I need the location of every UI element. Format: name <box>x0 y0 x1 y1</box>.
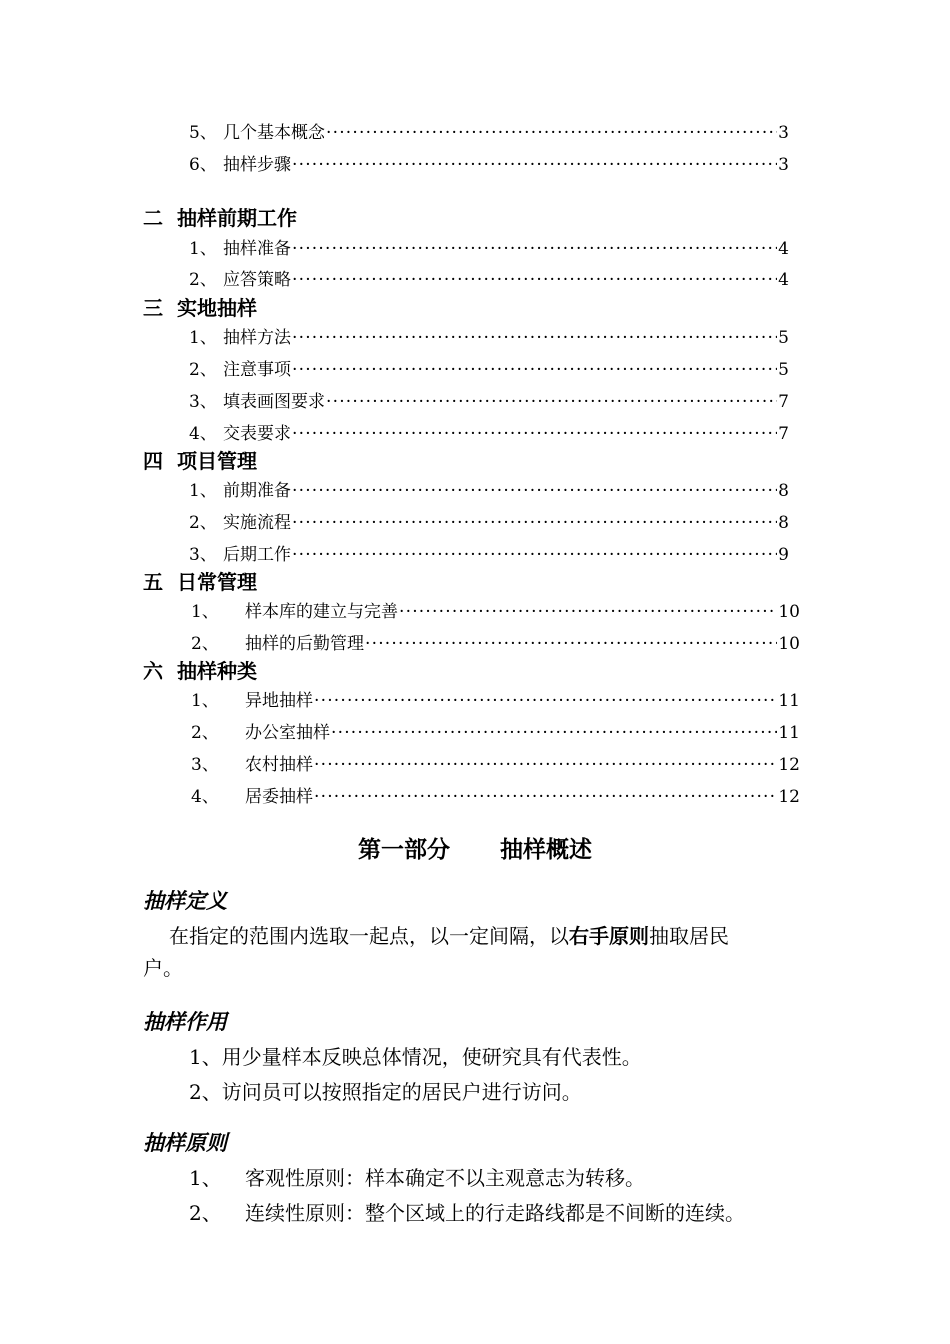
section-title: 项目管理 <box>177 449 257 473</box>
section-number: 五 <box>143 570 163 594</box>
toc-entry-number: 2、 <box>189 360 217 380</box>
toc-entry-label: 农村抽样 <box>245 755 313 775</box>
toc-entry-page: 11 <box>778 691 800 711</box>
toc-entry-number: 1、 <box>189 328 217 348</box>
toc-entry[interactable] <box>189 326 789 350</box>
principle-item <box>189 1197 745 1229</box>
dot-leader <box>326 390 777 414</box>
dot-leader <box>292 511 777 535</box>
toc-entry-page: 3 <box>778 155 789 175</box>
dot-leader <box>292 326 777 350</box>
toc-entry[interactable] <box>191 689 800 713</box>
dot-leader <box>314 753 777 777</box>
toc-entry-page: 4 <box>778 239 789 259</box>
toc-entry[interactable] <box>189 390 789 414</box>
toc-entry-label: 实施流程 <box>223 513 291 533</box>
toc-entry-number: 1、 <box>191 691 219 711</box>
section-title: 实地抽样 <box>177 296 257 320</box>
principles-heading: 抽样原则 <box>143 1130 227 1155</box>
toc-entry-page: 3 <box>778 123 789 143</box>
toc-section-heading[interactable] <box>143 568 257 596</box>
toc-entry-number: 2、 <box>191 723 219 743</box>
toc-entry-number: 6、 <box>189 155 217 175</box>
section-number: 四 <box>143 449 163 473</box>
dot-leader <box>399 600 777 624</box>
toc-entry-number: 1、 <box>189 239 217 259</box>
purpose-heading: 抽样作用 <box>143 1009 227 1034</box>
toc-entry-page: 8 <box>778 513 789 533</box>
toc-entry-label: 异地抽样 <box>245 691 313 711</box>
toc-entry-number: 2、 <box>189 270 217 290</box>
definition-bold-term: 右手原则 <box>569 924 649 948</box>
toc-entry-page: 8 <box>778 481 789 501</box>
toc-entry-page: 7 <box>778 392 789 412</box>
toc-entry-number: 2、 <box>189 513 217 533</box>
principle-text: 连续性原则：整个区域上的行走路线都是不间断的连续。 <box>245 1201 745 1225</box>
toc-entry-label: 抽样的后勤管理 <box>245 634 364 654</box>
principle-text: 客观性原则：样本确定不以主观意志为转移。 <box>245 1166 645 1190</box>
toc-entry[interactable] <box>191 721 800 745</box>
toc-entry-label: 交表要求 <box>223 424 291 444</box>
toc-entry[interactable] <box>191 600 800 624</box>
toc-section-heading[interactable] <box>143 657 257 685</box>
toc-entry-number: 5、 <box>189 123 217 143</box>
dot-leader <box>292 422 777 446</box>
toc-entry-label: 注意事项 <box>223 360 291 380</box>
toc-entry-label: 几个基本概念 <box>223 123 325 143</box>
section-title: 抽样种类 <box>177 659 257 683</box>
dot-leader <box>292 237 777 261</box>
toc-entry-number: 3、 <box>191 755 219 775</box>
toc-entry-number: 4、 <box>191 787 219 807</box>
definition-heading: 抽样定义 <box>143 888 227 913</box>
part-name: 抽样概述 <box>500 837 592 863</box>
toc-entry[interactable] <box>189 268 789 292</box>
toc-entry-label: 后期工作 <box>223 545 291 565</box>
part-title <box>0 834 950 866</box>
toc-section-heading[interactable] <box>143 204 297 232</box>
principle-item <box>189 1162 645 1194</box>
toc-section-heading[interactable] <box>143 294 257 322</box>
toc-entry-page: 11 <box>778 723 800 743</box>
toc-entry[interactable] <box>189 153 789 177</box>
toc-entry-page: 9 <box>778 545 789 565</box>
principle-number: 2、 <box>189 1201 222 1225</box>
dot-leader <box>326 121 777 145</box>
toc-entry-label: 前期准备 <box>223 481 291 501</box>
toc-entry-page: 4 <box>778 270 789 290</box>
toc-section-heading[interactable] <box>143 447 257 475</box>
toc-entry[interactable] <box>191 632 800 656</box>
toc-entry-page: 5 <box>778 328 789 348</box>
section-title: 抽样前期工作 <box>177 206 297 230</box>
dot-leader <box>331 721 777 745</box>
dot-leader <box>314 689 777 713</box>
toc-entry[interactable] <box>189 422 789 446</box>
toc-entry-number: 2、 <box>191 634 219 654</box>
toc-entry-number: 1、 <box>191 602 219 622</box>
dot-leader <box>292 153 777 177</box>
section-number: 六 <box>143 659 163 683</box>
toc-entry-page: 12 <box>778 787 800 807</box>
toc-entry[interactable] <box>189 511 789 535</box>
toc-entry[interactable] <box>189 121 789 145</box>
toc-entry[interactable] <box>191 753 800 777</box>
definition-text: 在指定的范围内选取一起点，以一定间隔，以 <box>169 924 569 948</box>
toc-entry[interactable] <box>189 479 789 503</box>
toc-entry-label: 填表画图要求 <box>223 392 325 412</box>
toc-entry-number: 3、 <box>189 392 217 412</box>
principle-number: 1、 <box>189 1166 222 1190</box>
section-title: 日常管理 <box>177 570 257 594</box>
purpose-item: 2、访问员可以按照指定的居民户进行访问。 <box>189 1080 582 1104</box>
toc-entry-label: 居委抽样 <box>245 787 313 807</box>
toc-entry-label: 抽样方法 <box>223 328 291 348</box>
toc-entry[interactable] <box>189 543 789 567</box>
dot-leader <box>314 785 777 809</box>
section-number: 二 <box>143 206 163 230</box>
toc-entry-label: 样本库的建立与完善 <box>245 602 398 622</box>
toc-entry-page: 10 <box>778 634 800 654</box>
toc-entry[interactable] <box>189 358 789 382</box>
definition-text-end: 抽取居民 <box>649 924 729 948</box>
dot-leader <box>292 479 777 503</box>
toc-entry-label: 抽样准备 <box>223 239 291 259</box>
toc-entry-number: 3、 <box>189 545 217 565</box>
toc-entry-page: 10 <box>778 602 800 622</box>
toc-entry-page: 12 <box>778 755 800 775</box>
toc-entry-number: 1、 <box>189 481 217 501</box>
toc-entry-label: 抽样步骤 <box>223 155 291 175</box>
toc-entry-label: 应答策略 <box>223 270 291 290</box>
dot-leader <box>292 358 777 382</box>
section-number: 三 <box>143 296 163 320</box>
toc-entry[interactable] <box>191 785 800 809</box>
definition-text-wrap: 户。 <box>143 956 183 980</box>
part-number: 第一部分 <box>358 837 450 863</box>
toc-entry-number: 4、 <box>189 424 217 444</box>
dot-leader <box>292 268 777 292</box>
toc-entry[interactable] <box>189 237 789 261</box>
toc-entry-page: 5 <box>778 360 789 380</box>
definition-paragraph <box>143 920 813 984</box>
toc-entry-label: 办公室抽样 <box>245 723 330 743</box>
purpose-item: 1、用少量样本反映总体情况，使研究具有代表性。 <box>189 1045 642 1069</box>
dot-leader <box>365 632 777 656</box>
dot-leader <box>292 543 777 567</box>
toc-entry-page: 7 <box>778 424 789 444</box>
